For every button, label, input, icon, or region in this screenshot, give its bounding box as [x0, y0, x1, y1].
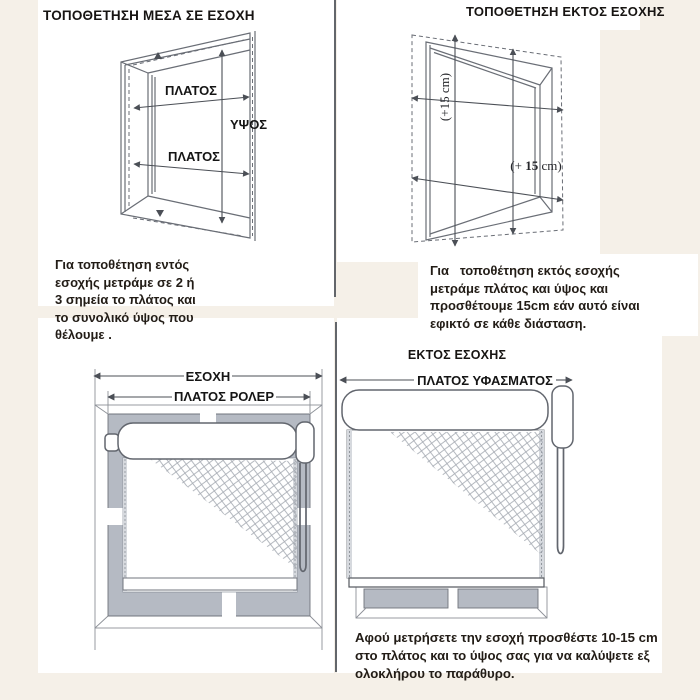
width-label-bottom: ΠΛΑΤΟΣ [168, 149, 220, 164]
roller-tube [105, 422, 314, 463]
blind-fabric [123, 458, 297, 592]
recess-behind [356, 587, 547, 618]
roller-outside-recess-diagram [336, 348, 586, 630]
fabric-width-label: ΠΛΑΤΟΣ ΥΦΑΣΜΑΤΟΣ [417, 373, 553, 388]
title-outside-recess: ΤΟΠΟΘΕΤΗΣΗ ΕΚΤΟΣ ΕΣΟΧΗΣ [466, 4, 665, 19]
window-inside-recess-diagram [88, 28, 323, 256]
height-allowance-label: (+15 cm) [437, 72, 452, 122]
window-frame [121, 31, 255, 241]
width-allowance-label: (+ 15 cm) [510, 158, 562, 173]
roller-in-recess-diagram [88, 355, 328, 655]
blind-fabric [347, 430, 544, 587]
roller-width-label: ΠΛΑΤΟΣ ΡΟΛΕΡ [173, 389, 275, 404]
roller-bracket [552, 386, 573, 448]
caption-bottom: Αφού μετρήσετε την εσοχή προσθέστε 10-15 cm στο πλάτος και το ύψος σας για να καλύψετε εξ ολοκλήρου το παράθυρο. [355, 630, 658, 681]
bottom-bar [349, 578, 544, 587]
title-outside-recess-bottom: ΕΚΤΟΣ ΕΣΟΧΗΣ [407, 348, 507, 362]
height-label: ΥΨΟΣ [230, 117, 268, 132]
window-outside-recess-diagram [400, 28, 580, 256]
chain-pull [558, 448, 564, 554]
recess-label: ΕΣΟΧΗ [185, 369, 231, 384]
caption-inside-recess: Για τοποθέτηση εντός εσοχής μετράμε σε 2 ή 3 σημεία το πλάτος και το συνολικό ύψος που θέλουμε . [55, 257, 196, 342]
roller-width-dimension [108, 389, 310, 413]
fabric-width-dimension [340, 373, 572, 388]
window-frame [426, 42, 552, 240]
title-inside-recess: ΤΟΠΟΘΕΤΗΣΗ ΜΕΣΑ ΣΕ ΕΣΟΧΗ [43, 8, 255, 23]
caption-outside-recess: Για τοποθέτηση εκτός εσοχής μετράμε πλάτος και ύψος και προσθέτουμε 15cm εάν αυτό είναι εφικτό σε κάθε διάσταση. [430, 263, 640, 331]
arrow-down-icon [156, 210, 164, 217]
divider-top [334, 0, 336, 297]
bottom-bar [123, 578, 297, 590]
width-label-top: ΠΛΑΤΟΣ [165, 83, 217, 98]
